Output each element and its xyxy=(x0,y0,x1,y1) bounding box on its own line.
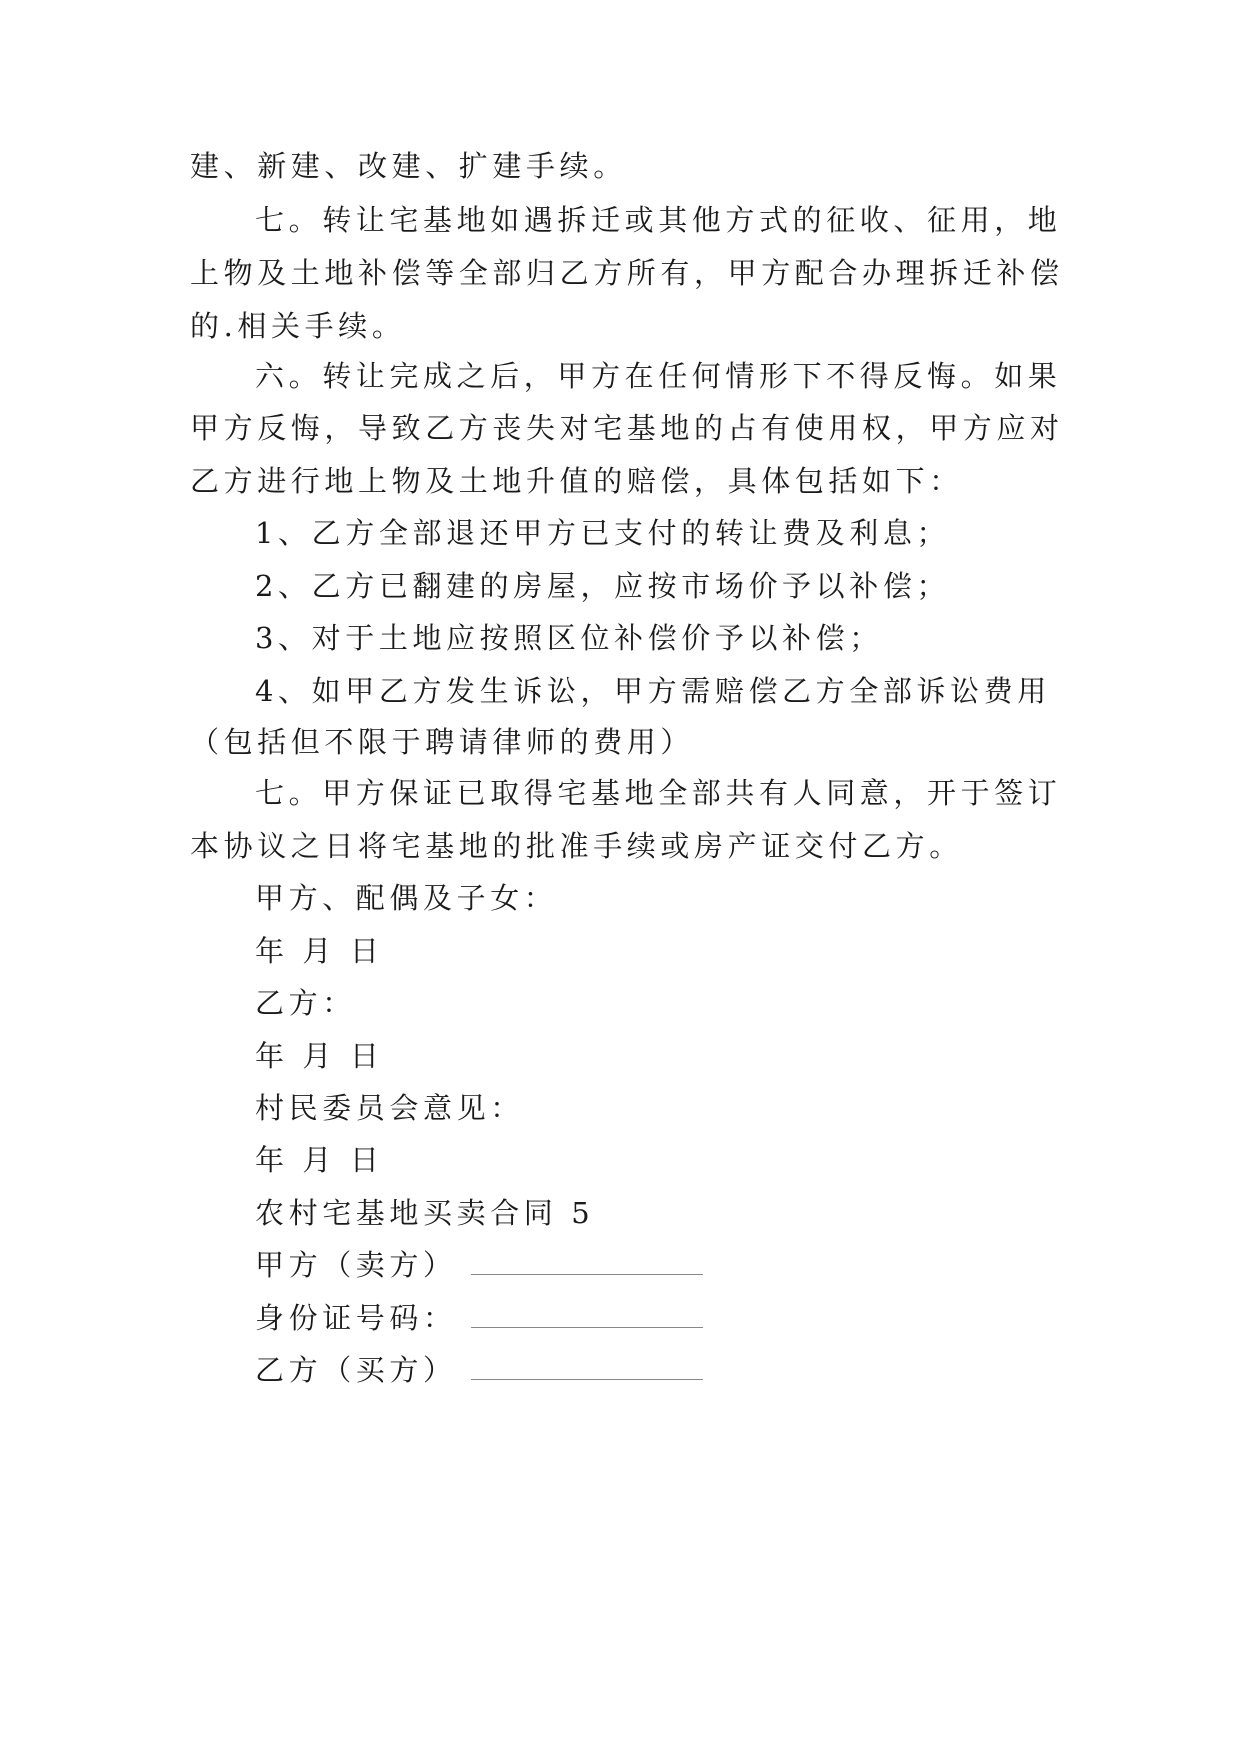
text-line-4: 的.相关手续。 xyxy=(190,309,406,343)
contract-title: 农村宅基地买卖合同 5 xyxy=(255,1196,595,1230)
date-line-2: 年 月 日 xyxy=(255,1039,384,1073)
text-line-1: 建、新建、改建、扩建手续。 xyxy=(190,149,627,183)
text-line-9: 2、乙方已翻建的房屋，应按市场价予以补偿； xyxy=(255,569,951,603)
text-line-13: 七。甲方保证已取得宅基地全部共有人同意，开于签订 xyxy=(255,776,1062,810)
text-line-14: 本协议之日将宅基地的批准手续或房产证交付乙方。 xyxy=(190,829,963,863)
signature-party-a-label: 甲方、配偶及子女： xyxy=(255,881,558,915)
text-line-10: 3、对于土地应按照区位补偿价予以补偿； xyxy=(255,621,883,655)
seller-field xyxy=(255,1245,703,1285)
buyer-field xyxy=(255,1350,703,1390)
id-number-label: 身份证号码： xyxy=(255,1301,457,1335)
buyer-label: 乙方（买方） xyxy=(255,1353,457,1387)
text-line-12: （包括但不限于聘请律师的费用） xyxy=(190,725,695,759)
text-line-2: 七。转让宅基地如遇拆迁或其他方式的征收、征用，地 xyxy=(255,203,1062,237)
seller-label: 甲方（卖方） xyxy=(255,1248,457,1282)
text-line-11: 4、如甲乙方发生诉讼，甲方需赔偿乙方全部诉讼费用 xyxy=(255,674,1051,708)
id-number-blank[interactable] xyxy=(471,1305,703,1328)
date-line-1: 年 月 日 xyxy=(255,934,384,968)
text-line-5: 六。转让完成之后，甲方在任何情形下不得反悔。如果 xyxy=(255,359,1062,393)
date-line-3: 年 月 日 xyxy=(255,1143,384,1177)
seller-blank[interactable] xyxy=(471,1252,703,1275)
text-line-7: 乙方进行地上物及土地升值的赔偿，具体包括如下： xyxy=(190,464,963,498)
id-number-field xyxy=(255,1298,703,1338)
buyer-blank[interactable] xyxy=(471,1357,703,1380)
village-committee-label: 村民委员会意见： xyxy=(255,1091,524,1125)
text-line-6: 甲方反悔，导致乙方丧失对宅基地的占有使用权，甲方应对 xyxy=(190,411,1064,445)
signature-party-b-label: 乙方： xyxy=(255,986,356,1020)
text-line-8: 1、乙方全部退还甲方已支付的转让费及利息； xyxy=(255,516,951,550)
text-line-3: 上物及土地补偿等全部归乙方所有，甲方配合办理拆迁补偿 xyxy=(190,256,1064,290)
